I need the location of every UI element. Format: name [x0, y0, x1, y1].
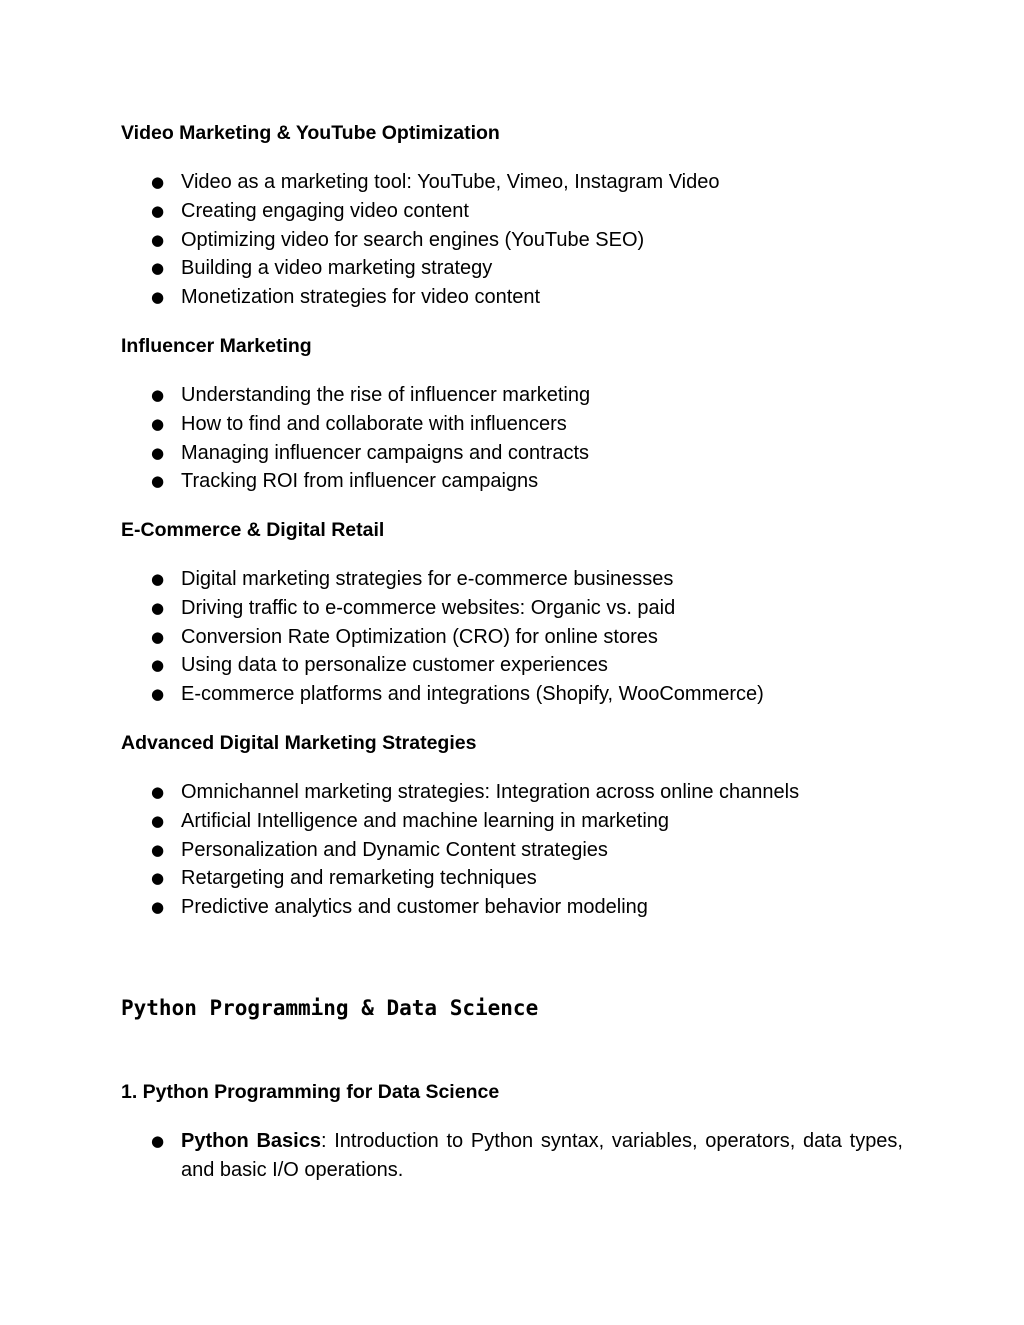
- chapter-heading: Python Programming & Data Science: [121, 996, 539, 1020]
- bullet-icon: ●: [151, 230, 165, 249]
- bullet-icon: ●: [151, 472, 165, 491]
- list-item: [121, 1127, 903, 1185]
- item-term: Python Basics: [181, 1130, 321, 1152]
- bullet-icon: ●: [151, 443, 165, 462]
- list-item: ● Digital marketing strategies for e-commerce businesses: [121, 565, 764, 594]
- bullet-icon: ●: [151, 386, 165, 404]
- section-heading: E-Commerce & Digital Retail: [121, 519, 385, 541]
- bullet-list: [121, 778, 799, 922]
- list-item: ● Personalization and Dynamic Content strategies: [121, 836, 799, 865]
- bullet-icon: ●: [151, 414, 165, 433]
- subsection-heading: 1. Python Programming for Data Science: [121, 1081, 500, 1103]
- bullet-icon: ●: [151, 201, 165, 220]
- list-item: ● Driving traffic to e-commerce websites: Organic vs. paid: [121, 594, 764, 623]
- bullet-icon: ●: [151, 783, 165, 801]
- list-item: ● Understanding the rise of influencer marketing: [121, 381, 590, 410]
- list-item: ● Creating engaging video content: [121, 197, 720, 226]
- bullet-icon: ●: [151, 685, 165, 704]
- list-item: ● Conversion Rate Optimization (CRO) for online stores: [121, 623, 764, 652]
- list-item: ● Using data to personalize customer experiences: [121, 651, 764, 680]
- bullet-icon: ●: [151, 570, 165, 588]
- list-item: ● Retargeting and remarketing techniques: [121, 864, 799, 893]
- bullet-icon: ●: [151, 627, 165, 646]
- bullet-list: [121, 565, 764, 709]
- bullet-icon: ●: [151, 656, 165, 675]
- bullet-icon: ●: [151, 259, 165, 278]
- bullet-icon: ●: [151, 840, 165, 859]
- bullet-icon: ●: [151, 811, 165, 830]
- section-heading: Video Marketing & YouTube Optimization: [121, 122, 500, 144]
- list-item: ● Managing influencer campaigns and contracts: [121, 439, 590, 468]
- list-item: ● Tracking ROI from influencer campaigns: [121, 467, 590, 496]
- list-item: ● Monetization strategies for video content: [121, 283, 720, 312]
- bullet-icon: ●: [151, 173, 165, 191]
- bullet-icon: ●: [151, 1132, 165, 1150]
- list-item: ● Video as a marketing tool: YouTube, Vimeo, Instagram Video: [121, 168, 720, 197]
- section-heading: Advanced Digital Marketing Strategies: [121, 732, 477, 754]
- list-item: ● How to find and collaborate with influencers: [121, 410, 590, 439]
- bullet-list: [121, 168, 720, 312]
- list-item: ● Building a video marketing strategy: [121, 254, 720, 283]
- list-item-text: [181, 1127, 903, 1185]
- section-heading: Influencer Marketing: [121, 335, 312, 357]
- bullet-icon: ●: [151, 598, 165, 617]
- list-item: ● E-commerce platforms and integrations (Shopify, WooCommerce): [121, 680, 764, 709]
- list-item: ● Omnichannel marketing strategies: Integration across online channels: [121, 778, 799, 807]
- bullet-icon: ●: [151, 288, 165, 307]
- bullet-icon: ●: [151, 869, 165, 888]
- list-item: ● Predictive analytics and customer behavior modeling: [121, 893, 799, 922]
- item-description: : Introduction to Python syntax, variables, operators, data types, and basic I/O operations.: [181, 1130, 903, 1181]
- list-item: ● Artificial Intelligence and machine learning in marketing: [121, 807, 799, 836]
- list-item: ● Optimizing video for search engines (YouTube SEO): [121, 226, 720, 255]
- bullet-list: [121, 381, 590, 496]
- bullet-icon: ●: [151, 898, 165, 917]
